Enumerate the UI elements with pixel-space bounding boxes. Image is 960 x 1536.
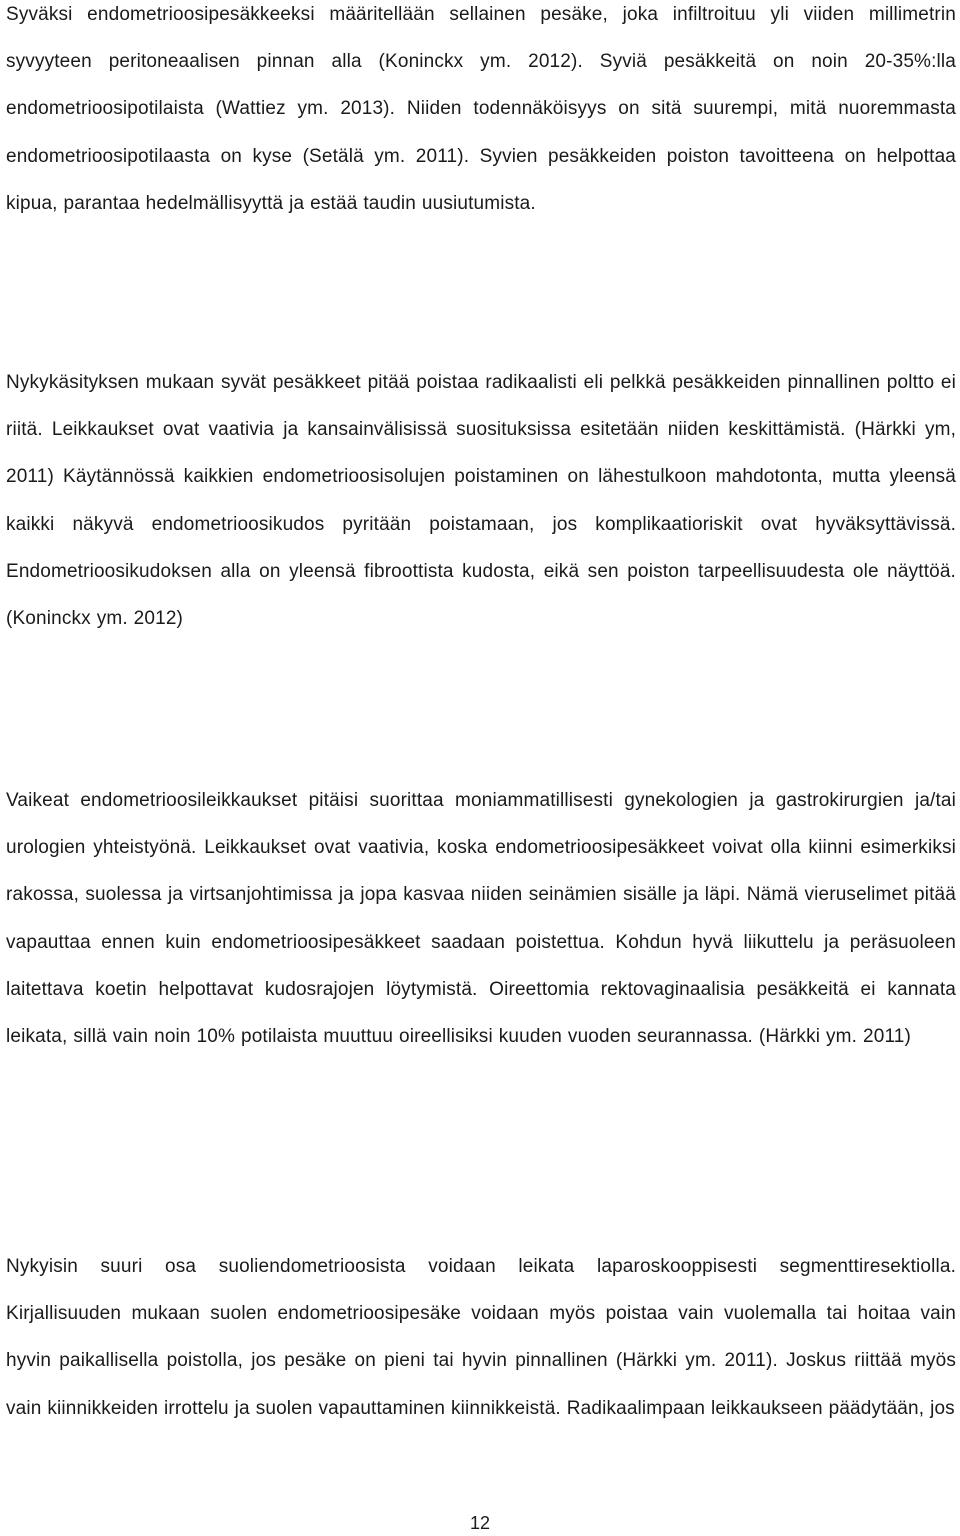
page-number: 12 bbox=[469, 1513, 491, 1533]
paragraph-segment: Nykykäsityksen mukaan syvät pesäkkeet pitää poistaa radikaalisti eli pelkkä pesäkkeiden pinnallinen poltto ei riitä. Leikkaukset ovat vaativia ja kansainvälisissä suosituksissa esitetään niiden keskittämistä. (Härkki ym, 2011) Käytännössä kaikkien endometrioosisolujen poistaminen on lähestulkoon mahdotonta, mutta yleensä kaikki näkyvä endometrioosikudos pyritään poistamaan, jos komplikaatioriskit ovat hyväksyttävissä. Endometrioosikudoksen alla on yleensä fibroottista kudosta, eikä sen poiston tarpeellisuudesta ole näyttöä. (Koninckx ym. 2012) bbox=[6, 372, 956, 630]
paragraph-suoliendometrioosi bbox=[6, 1243, 956, 1432]
paragraph-moniammatillinen-leikkaus bbox=[6, 777, 956, 1060]
paragraph-radikaali-poisto bbox=[6, 359, 956, 642]
paragraph-segment: Nykyisin suuri osa suoliendometrioosista voidaan leikata laparoskooppisesti segmenttiresektiolla. Kirjallisuuden mukaan suolen endometrioosipesäke voidaan myös poistaa vain vuolemalla tai hoitaa vain hyvin paikallisella poistolla, jos pesäke on pieni tai hyvin pinnallinen (Härkki ym. 2011). Joskus riittää myös vain kiinnikkeiden irrottelu ja suolen vapauttaminen kiinnikkeistä. Radikaalimpaan leikkaukseen päädytään, jos bbox=[6, 1256, 956, 1419]
paragraph-segment: Syväksi endometrioosipesäkkeeksi määritellään sellainen pesäke, joka infiltroituu yli viiden millimetrin syvyyteen peritoneaalisen pinnan alla (Koninckx ym. 2012). Syviä pesäkkeitä on noin 20-35%:lla endometrioosipotilaista (Wattiez ym. 2013). Niiden todennäköisyys on sitä suurempi, mitä nuoremmasta endometrioosipotilaasta on kyse (Setälä ym. 2011). bbox=[6, 4, 956, 167]
paragraph-segment: Vaikeat endometrioosileikkaukset pitäisi suorittaa moniammatillisesti gynekologien ja gastrokirurgien ja/tai urologien yhteistyönä. Leikkaukset ovat vaativia, koska endometrioosipesäkkeet voivat olla kiinni esimerkiksi rakossa, suolessa ja virtsanjohtimissa ja jopa kasvaa niiden seinämien sisälle ja läpi. Nämä vieruselimet pitää vapauttaa ennen kuin endometrioosipesäkkeet saadaan poistettua. Kohdun hyvä liikuttelu ja peräsuoleen laitettava koetin helpottavat kudosrajojen löytymistä. Oireettomia rektovaginaalisia pesäkkeitä ei kannata leikata, sillä vain noin 10% potilaista muuttuu oireellisiksi kuuden vuoden seurannassa. (Härkki ym. 2011) bbox=[6, 790, 956, 1048]
paragraph-syvat-pesakkeet bbox=[6, 0, 956, 227]
paragraph-segment: Syvien pesäkkeiden poiston tavoitteena on helpottaa kipua, parantaa hedelmällisyyttä ja estää taudin uusiutumista. bbox=[6, 145, 957, 214]
